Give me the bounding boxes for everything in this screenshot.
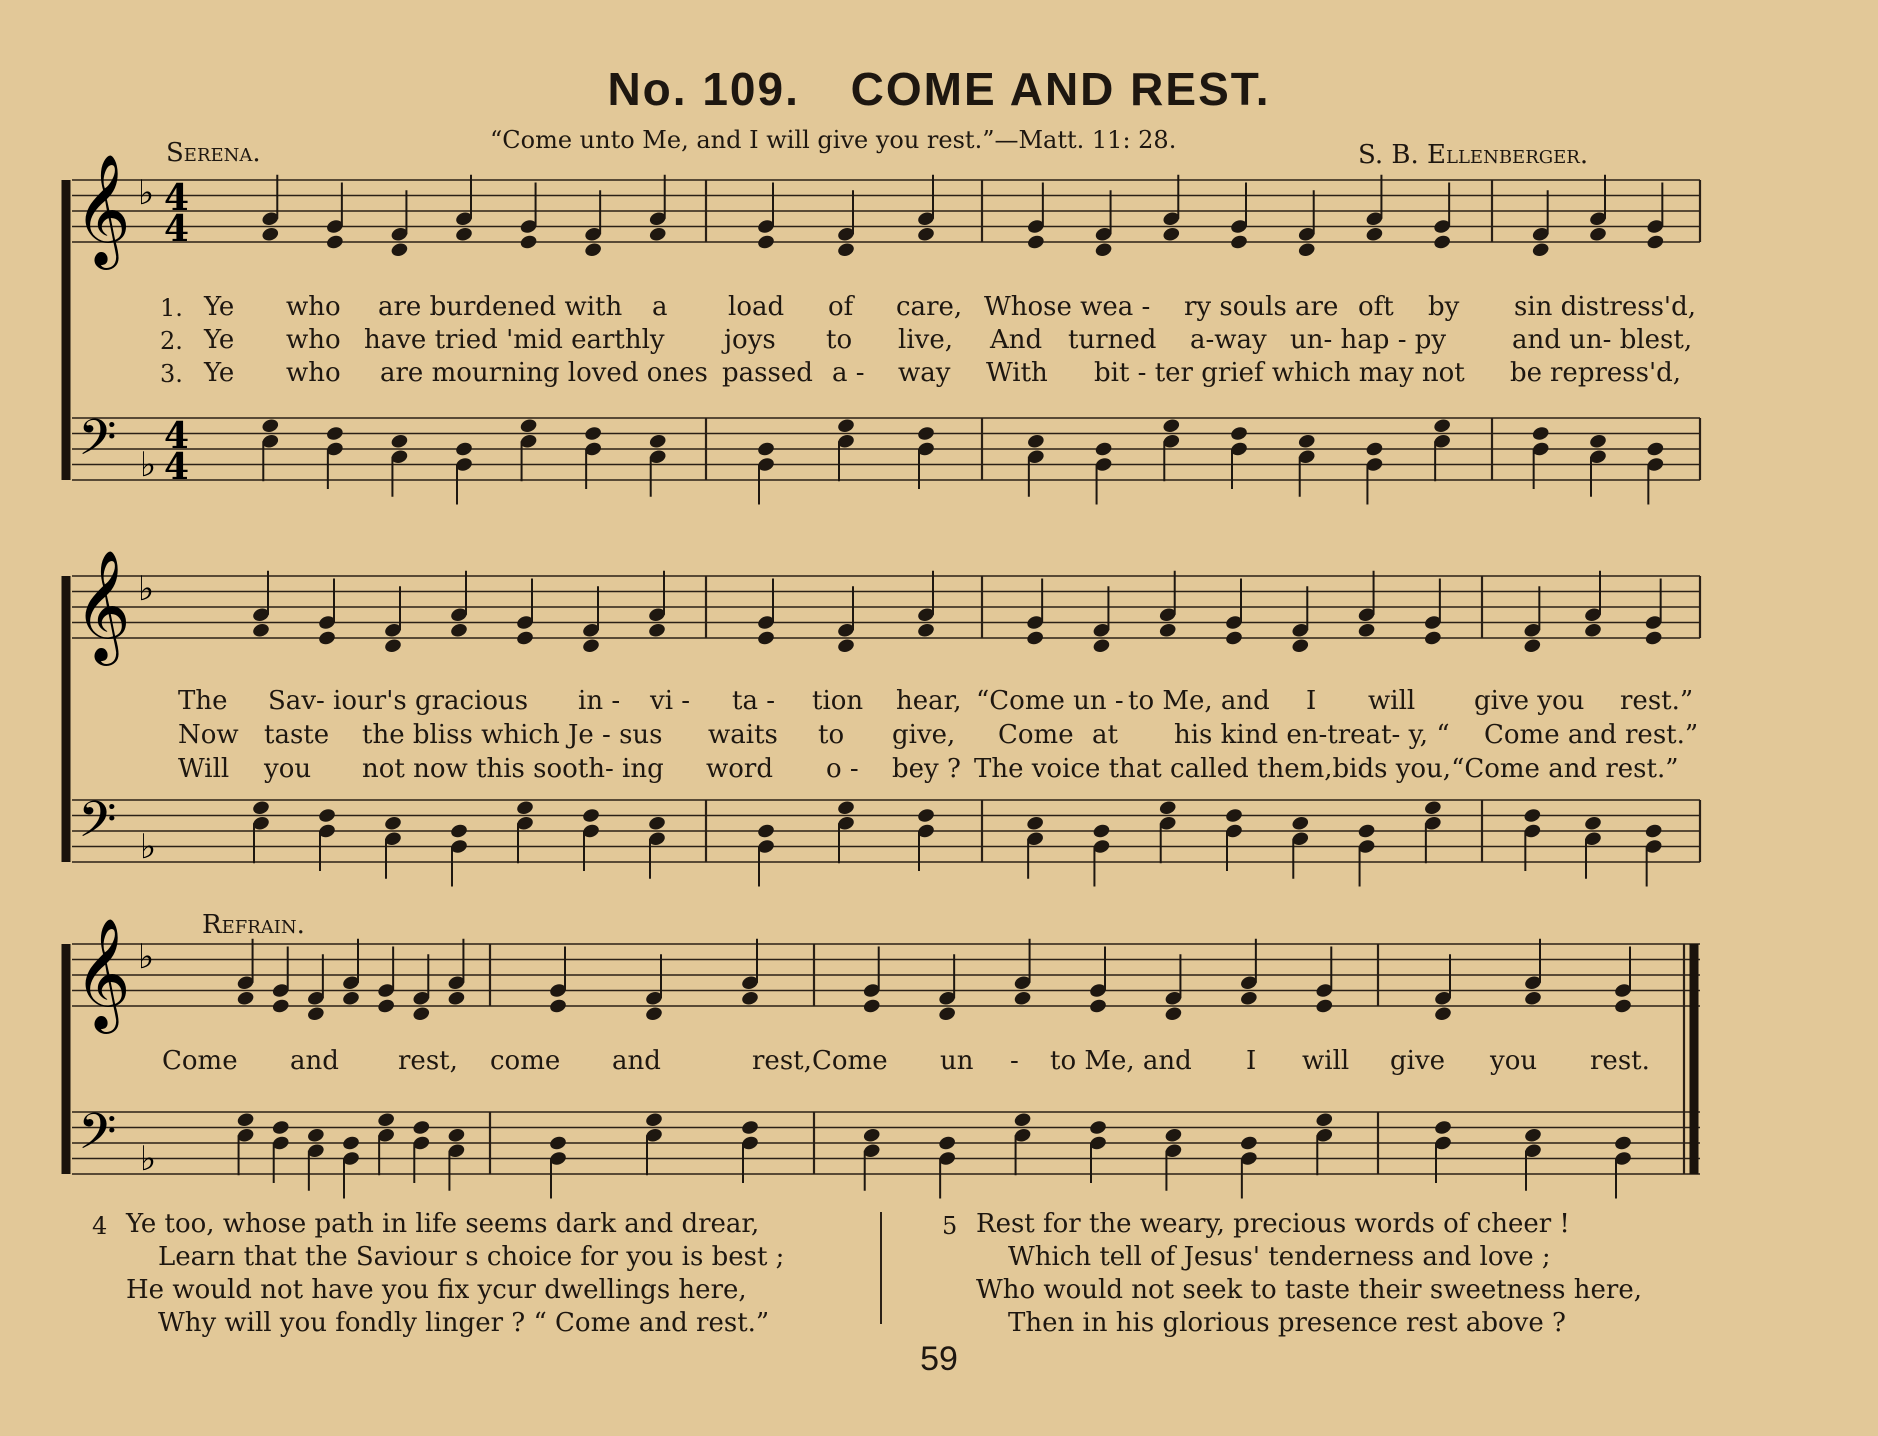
note-head <box>648 433 667 450</box>
lyric-word: be <box>1510 358 1543 388</box>
note-head <box>271 998 290 1015</box>
note-head <box>1026 630 1045 647</box>
note-head <box>644 1005 663 1022</box>
note-head <box>1646 441 1665 458</box>
note-head <box>1162 226 1181 243</box>
note-head <box>584 241 603 258</box>
note-head <box>836 417 855 434</box>
lyric-word: hear, <box>896 686 962 716</box>
lyric-word: and <box>612 1046 661 1076</box>
note-head <box>1297 433 1316 450</box>
note-head <box>306 1005 325 1022</box>
note-head <box>251 622 270 639</box>
lyric-word: I <box>1306 686 1317 716</box>
bass-clef-icon: 𝄢 <box>78 791 117 861</box>
stanza-line: Then in his glorious presence rest above ? <box>1008 1308 1566 1338</box>
note-head <box>756 630 775 647</box>
note-head <box>1297 241 1316 258</box>
note-head <box>412 1005 431 1022</box>
note-head <box>317 807 336 824</box>
note-head <box>548 998 567 1015</box>
verse-number: 2. <box>160 327 183 355</box>
lyric-word: bit - ter grief which may not <box>1094 358 1465 388</box>
time-signature: 4 <box>164 177 190 219</box>
lyric-word: Come <box>812 1046 888 1076</box>
note-head <box>1523 637 1542 654</box>
lyric-word: un- hap - py <box>1290 325 1447 355</box>
note-head <box>1644 823 1663 840</box>
note-head <box>1094 441 1113 458</box>
lyric-word: who <box>286 292 341 322</box>
note-head <box>1026 815 1045 832</box>
note-head <box>1523 990 1542 1007</box>
note-head <box>1013 1111 1032 1128</box>
note-head <box>515 799 534 816</box>
note-head <box>447 1127 466 1144</box>
lyric-word: of <box>828 292 854 322</box>
note-head <box>862 1127 881 1144</box>
lyric-word: Ye <box>204 292 235 322</box>
tune-name: Serena. <box>166 138 261 168</box>
lyric-word: care, <box>896 292 963 322</box>
key-flat-icon: ♭ <box>140 1139 157 1179</box>
lyric-word: have tried 'mid earthly <box>364 325 665 355</box>
lyric-word: will <box>1302 1046 1350 1076</box>
treble-clef-icon: 𝄞 <box>74 917 131 1029</box>
note-head <box>548 1135 567 1152</box>
note-head <box>1291 815 1310 832</box>
stanza-line: Ye too, whose path in life seems dark and drear, <box>126 1209 760 1239</box>
note-head <box>740 990 759 1007</box>
lyric-word: load <box>728 292 785 322</box>
lyric-word: joys <box>724 325 776 355</box>
note-head <box>390 433 409 450</box>
note-head <box>1092 823 1111 840</box>
refrain-label: Refrain. <box>202 910 305 940</box>
lyric-word: are burdened with <box>378 292 623 322</box>
note-head <box>390 241 409 258</box>
note-head <box>1583 622 1602 639</box>
lyric-word: to <box>818 720 845 750</box>
note-head <box>1224 630 1243 647</box>
note-head <box>836 799 855 816</box>
note-head <box>271 1119 290 1136</box>
stanza-line: Why will you fondly linger ? “ Come and rest.” <box>158 1308 770 1338</box>
lyric-word: word <box>706 754 773 784</box>
note-head <box>383 815 402 832</box>
note-head <box>449 823 468 840</box>
lyric-word: his kind en-treat- y, “ <box>1174 720 1450 750</box>
note-head <box>261 226 280 243</box>
lyric-word: Ye <box>204 358 235 388</box>
lyric-word: not now this sooth- ing <box>362 754 664 784</box>
note-head <box>647 815 666 832</box>
stanza-number: 5 <box>942 1212 958 1240</box>
note-head <box>1291 637 1310 654</box>
lyric-word: come <box>490 1046 561 1076</box>
note-head <box>317 630 336 647</box>
note-head <box>581 807 600 824</box>
note-head <box>1239 990 1258 1007</box>
note-head <box>1433 234 1452 251</box>
note-head <box>1315 998 1334 1015</box>
hymn-title: COME AND REST. <box>850 63 1271 115</box>
note-head <box>836 241 855 258</box>
note-head <box>1588 433 1607 450</box>
note-head <box>1094 241 1113 258</box>
note-head <box>581 637 600 654</box>
stanza-line: He would not have you fix ycur dwellings here, <box>126 1275 747 1305</box>
note-head <box>862 998 881 1015</box>
note-head <box>1092 637 1111 654</box>
note-head <box>1229 425 1248 442</box>
lyric-word: turned <box>1068 325 1157 355</box>
lyric-word: a - <box>832 358 865 388</box>
note-head <box>1365 226 1384 243</box>
lyric-word: The <box>178 686 228 716</box>
note-head <box>412 1119 431 1136</box>
lyric-word: are mourning loved ones <box>380 358 708 388</box>
page-number: 59 <box>920 1340 958 1378</box>
lyric-word: waits <box>708 720 778 750</box>
key-flat-icon: ♭ <box>140 445 157 485</box>
lyric-word: Whose wea - <box>984 292 1151 322</box>
note-head <box>306 1127 325 1144</box>
note-head <box>1583 815 1602 832</box>
note-head <box>756 234 775 251</box>
note-head <box>1433 417 1452 434</box>
note-head <box>916 622 935 639</box>
lyric-word: I <box>1246 1046 1257 1076</box>
note-head <box>647 622 666 639</box>
time-signature: 4 <box>164 446 190 488</box>
lyric-word: ta - <box>732 686 775 716</box>
note-head <box>1531 241 1550 258</box>
note-head <box>251 799 270 816</box>
note-head <box>383 637 402 654</box>
note-head <box>449 622 468 639</box>
lyric-word: oft <box>1358 292 1394 322</box>
scripture-reference: “Come unto Me, and I will give you rest.”—Matt. 11: 28. <box>490 126 1177 154</box>
note-head <box>648 226 667 243</box>
lyric-word: live, <box>898 325 953 355</box>
note-head <box>519 234 538 251</box>
note-head <box>447 990 466 1007</box>
note-head <box>1357 622 1376 639</box>
lyric-word: who <box>286 358 341 388</box>
note-head <box>236 990 255 1007</box>
lyric-word: - <box>1010 1046 1019 1076</box>
lyric-word: give, <box>892 720 956 750</box>
stanza-4 <box>92 1208 785 1340</box>
lyric-word: to <box>826 325 853 355</box>
note-head <box>1644 630 1663 647</box>
note-head <box>1523 807 1542 824</box>
lyric-word: to Me, and <box>1128 686 1270 716</box>
lyric-word: you <box>1490 1046 1538 1076</box>
lyric-word: give you <box>1474 686 1585 716</box>
note-head <box>1588 226 1607 243</box>
note-head <box>1088 998 1107 1015</box>
note-head <box>261 417 280 434</box>
lyric-word: rest. <box>1590 1046 1650 1076</box>
lyric-word: way <box>898 358 951 388</box>
note-head <box>644 1111 663 1128</box>
note-head <box>325 425 344 442</box>
time-signature: 4 <box>164 415 190 457</box>
lyric-word: vi - <box>650 686 691 716</box>
note-head <box>938 1005 957 1022</box>
note-head <box>916 807 935 824</box>
note-head <box>377 1111 396 1128</box>
note-head <box>454 441 473 458</box>
lyric-word: bey ? <box>892 754 961 784</box>
note-head <box>938 1135 957 1152</box>
note-head <box>1423 630 1442 647</box>
lyric-word: The voice that called them,bids you,“Come and rest.” <box>974 754 1679 784</box>
lyric-word: a <box>652 292 668 322</box>
note-head <box>584 425 603 442</box>
lyric-word: un <box>940 1046 974 1076</box>
lyric-word: Sav- iour's gracious <box>268 686 529 716</box>
note-head <box>236 1111 255 1128</box>
note-head <box>756 441 775 458</box>
lyric-word: rest.” <box>1620 686 1694 716</box>
note-head <box>341 1135 360 1152</box>
key-flat-icon: ♭ <box>138 173 155 213</box>
lyric-word: at <box>1092 720 1118 750</box>
stanza-5 <box>942 1208 1642 1340</box>
note-head <box>916 226 935 243</box>
note-head <box>1224 807 1243 824</box>
treble-clef-icon: 𝄞 <box>74 549 131 661</box>
stanza-divider <box>880 1212 882 1324</box>
note-head <box>1158 622 1177 639</box>
lyric-word: passed <box>722 358 813 388</box>
lyric-word: Will <box>178 754 230 784</box>
lyric-word: Come and rest.” <box>1484 720 1699 750</box>
treble-clef-icon: 𝄞 <box>74 153 131 265</box>
lyric-word: With <box>986 358 1048 388</box>
lyric-word: and un- blest, <box>1512 325 1693 355</box>
note-head <box>1531 425 1550 442</box>
verse-number: 1. <box>160 294 183 322</box>
lyric-word: Come <box>162 1046 238 1076</box>
note-head <box>377 998 396 1015</box>
key-flat-icon: ♭ <box>138 937 155 977</box>
note-head <box>1026 433 1045 450</box>
stanza-number: 4 <box>92 1212 108 1240</box>
lyric-word: a-way <box>1190 325 1267 355</box>
lyric-word: Ye <box>204 325 235 355</box>
note-head <box>519 417 538 434</box>
note-head <box>1164 1005 1183 1022</box>
note-head <box>836 637 855 654</box>
lyric-word: you <box>264 754 312 784</box>
bass-clef-icon: 𝄢 <box>78 1103 117 1173</box>
lyric-word: rest, <box>398 1046 458 1076</box>
lyric-word: rest, <box>752 1046 812 1076</box>
lyric-word: o - <box>826 754 859 784</box>
lyric-word: give <box>1390 1046 1446 1076</box>
note-head <box>1357 823 1376 840</box>
note-head <box>1365 441 1384 458</box>
lyric-word: the bliss which Je - sus <box>362 720 663 750</box>
lyric-word: will <box>1368 686 1416 716</box>
lyric-word: sin distress'd, <box>1514 292 1696 322</box>
note-head <box>916 425 935 442</box>
note-head <box>1613 1135 1632 1152</box>
note-head <box>1433 1005 1452 1022</box>
note-head <box>454 226 473 243</box>
stanza-line: Rest for the weary, precious words of cheer ! <box>976 1209 1570 1239</box>
composer-name: S. B. Ellenberger. <box>1358 140 1589 170</box>
lyric-word: taste <box>264 720 330 750</box>
note-head <box>1239 1135 1258 1152</box>
lyric-word: “Come un - <box>976 686 1124 716</box>
lyric-word: tion <box>812 686 864 716</box>
note-head <box>1158 799 1177 816</box>
note-head <box>1026 234 1045 251</box>
lyric-word: in - <box>578 686 621 716</box>
note-head <box>756 823 775 840</box>
bass-clef-icon: 𝄢 <box>78 409 117 479</box>
lyric-word: who <box>286 325 341 355</box>
time-signature: 4 <box>164 208 190 250</box>
key-flat-icon: ♭ <box>140 827 157 867</box>
lyric-word: and <box>290 1046 339 1076</box>
note-head <box>1523 1127 1542 1144</box>
note-head <box>325 234 344 251</box>
note-head <box>1433 1119 1452 1136</box>
note-head <box>1646 234 1665 251</box>
note-head <box>1162 417 1181 434</box>
note-head <box>1613 998 1632 1015</box>
lyric-word: And <box>990 325 1043 355</box>
stanza-line: Which tell of Jesus' tenderness and love ; <box>1008 1242 1551 1272</box>
note-head <box>1164 1127 1183 1144</box>
stanza-line: Learn that the Saviour s choice for you is best ; <box>158 1242 785 1272</box>
note-head <box>1315 1111 1334 1128</box>
note-head <box>341 990 360 1007</box>
note-head <box>1013 990 1032 1007</box>
lyric-word: Now <box>178 720 239 750</box>
note-head <box>1088 1119 1107 1136</box>
note-head <box>1423 799 1442 816</box>
lyric-word: ry souls are <box>1184 292 1339 322</box>
note-head <box>1229 234 1248 251</box>
lyric-word: to Me, and <box>1050 1046 1192 1076</box>
key-flat-icon: ♭ <box>138 569 155 609</box>
stanza-line: Who would not seek to taste their sweetness here, <box>976 1275 1642 1305</box>
verse-number: 3. <box>160 360 183 388</box>
hymn-number: No. 109. <box>607 63 800 115</box>
lyric-word: by <box>1428 292 1460 322</box>
lyric-word: repress'd, <box>1550 358 1682 388</box>
note-head <box>740 1119 759 1136</box>
lyric-word: Come <box>998 720 1074 750</box>
note-head <box>515 630 534 647</box>
